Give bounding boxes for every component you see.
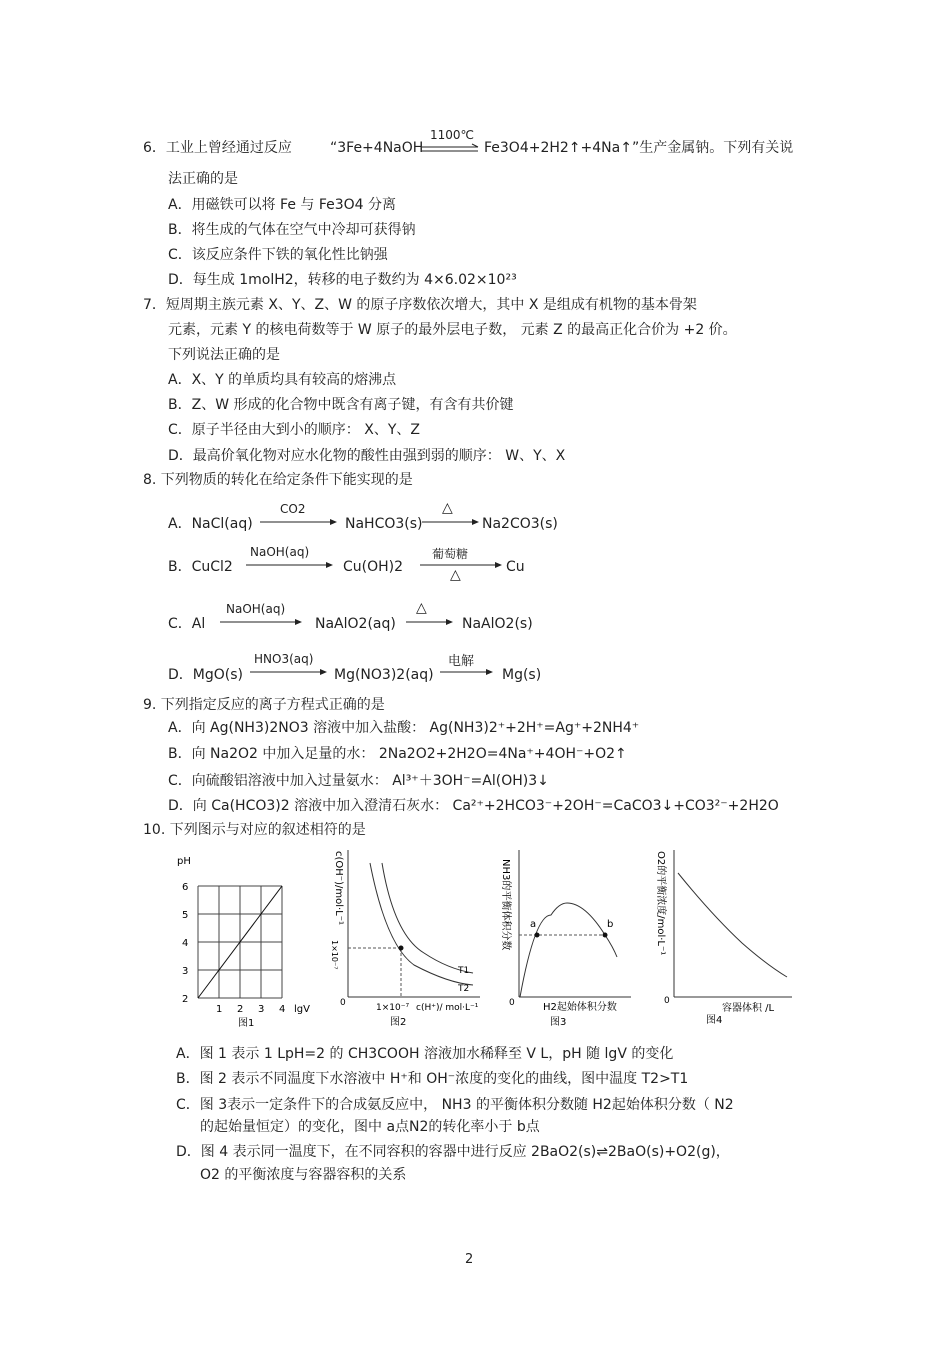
- fig4-ylabel: O2的平衡浓度/mol·L⁻¹: [655, 851, 666, 956]
- fig1-ylabel: pH: [177, 856, 191, 867]
- q8c-arrow2: [404, 602, 454, 632]
- q6-products: Fe3O4+2H2↑+4Na↑”生产金属钠。下列有关说: [484, 140, 794, 156]
- right-arrow-icon: [418, 545, 503, 585]
- fig2-origin: 0: [340, 998, 346, 1008]
- fig3-ylabel: NH3的平衡体积分数: [500, 859, 511, 951]
- q8c-mid: NaAlO2(aq): [315, 616, 396, 632]
- fig4-caption: 图4: [706, 1015, 723, 1026]
- fig2-caption: 图2: [390, 1017, 407, 1028]
- q8d-cond1: HNO3(aq): [254, 652, 314, 666]
- q8b-arrow2: [418, 545, 503, 585]
- right-arrow-icon: [244, 545, 334, 575]
- q10-option-a: A．图 1 表示 1 LpH=2 的 CH3COOH 溶液加水稀释至 V L，pH 随 lgV 的变化: [176, 1046, 674, 1062]
- q8a-mid: NaHCO3(s): [345, 516, 423, 532]
- fig3-point-a: a: [530, 919, 537, 930]
- fig4-origin: 0: [664, 996, 670, 1006]
- fig1-ytick: 5: [182, 910, 189, 921]
- q8c-cond2: △: [416, 600, 427, 616]
- q8-stem: 8. 下列物质的转化在给定条件下能实现的是: [143, 472, 413, 488]
- q9-stem: 9. 下列指定反应的离子方程式正确的是: [143, 697, 385, 713]
- q8d-start: D．MgO(s): [168, 667, 243, 683]
- q8d-mid: Mg(NO3)2(aq): [334, 667, 434, 683]
- q8b-cond2-heat: △: [450, 567, 461, 583]
- q8d-arrow1: [248, 652, 328, 682]
- q8b-arrow1: [244, 545, 334, 575]
- q9-option-a: A．向 Ag(NH3)2NO3 溶液中加入盐酸： Ag(NH3)2⁺+2H⁺=Ag⁺+2NH4⁺: [168, 720, 640, 736]
- fig3-origin: 0: [509, 998, 515, 1008]
- q7-option-b: B．Z、W 形成的化合物中既含有离子键，有含有共价键: [168, 397, 514, 413]
- fig4-xlabel: 容器体积 /L: [722, 1003, 775, 1014]
- q7-option-c: C．原子半径由大到小的顺序： X、Y、Z: [168, 422, 420, 438]
- fig1-caption: 图1: [238, 1018, 255, 1029]
- figure-4: [652, 845, 802, 1030]
- q6-reactants: “3Fe+4NaOH: [330, 140, 424, 156]
- page-number: 2: [465, 1252, 474, 1267]
- fig1-ytick: 3: [182, 966, 189, 977]
- q8b-mid: Cu(OH)2: [343, 559, 404, 575]
- q8b-cond1: NaOH(aq): [250, 545, 310, 559]
- q7-option-a: A．X、Y 的单质均具有较高的熔沸点: [168, 372, 397, 388]
- fig2-ylabel: c(OH⁻)/mol·L⁻¹: [333, 851, 344, 926]
- fig2-ytick: 1×10⁻⁷: [330, 940, 339, 970]
- fig2-xlabel: c(H⁺)/ mol·L⁻¹: [416, 1003, 479, 1013]
- q8c-arrow1: [218, 602, 303, 632]
- q6-option-c: C．该反应条件下铁的氧化性比钠强: [168, 247, 388, 263]
- q8d-cond2: 电解: [448, 654, 475, 669]
- fig1-ytick: 2: [182, 994, 189, 1005]
- right-arrow-icon: [420, 502, 480, 532]
- fig1-xtick: 4: [279, 1004, 286, 1015]
- q8a-end: Na2CO3(s): [482, 516, 558, 532]
- q8b-cond2: 葡萄糖: [432, 547, 469, 561]
- q8c-end: NaAlO2(s): [462, 616, 533, 632]
- q8b-end: Cu: [506, 559, 525, 575]
- q7-option-d: D．最高价氧化物对应水化物的酸性由强到弱的顺序： W、Y、X: [168, 448, 566, 464]
- q8a-arrow1: [258, 502, 338, 532]
- q8a-arrow2: [420, 502, 480, 532]
- q7-stem-line1: 7．短周期主族元素 X、Y、Z、W 的原子序数依次增大，其中 X 是组成有机物的基本骨架: [143, 297, 697, 313]
- q10-option-b: B．图 2 表示不同温度下水溶液中 H⁺和 OH⁻浓度的变化的曲线，图中温度 T2>T1: [176, 1071, 689, 1087]
- q6-option-a: A．用磁铁可以将 Fe 与 Fe3O4 分离: [168, 197, 397, 213]
- q8c-start: C．Al: [168, 616, 206, 632]
- q8d-arrow2: [438, 652, 494, 682]
- q6-option-b: B．将生成的气体在空气中冷却可获得钠: [168, 222, 416, 238]
- fig1-xtick: 1: [216, 1004, 223, 1015]
- figure-1: [170, 848, 320, 1033]
- q10-stem: 10. 下列图示与对应的叙述相符的是: [143, 822, 366, 838]
- q6-option-d: D．每生成 1molH2，转移的电子数约为 4×6.02×10²³: [168, 272, 517, 288]
- q7-stem-line2: 元素，元素 Y 的核电荷数等于 W 原子的最外层电子数， 元素 Z 的最高正化合价为 +2 价。: [168, 322, 737, 338]
- q9-option-c: C．向硫酸铝溶液中加入过量氨水： Al³⁺＋3OH⁻=Al(OH)3↓: [168, 773, 549, 789]
- figure-3: [495, 845, 645, 1035]
- right-arrow-icon: [248, 652, 328, 682]
- fig2-xtick: 1×10⁻⁷: [376, 1003, 410, 1013]
- q8d-end: Mg(s): [502, 667, 542, 683]
- fig1-xtick: 3: [258, 1004, 265, 1015]
- q9-option-d: D．向 Ca(HCO3)2 溶液中加入澄清石灰水： Ca²⁺+2HCO3⁻+2OH⁻=CaCO3↓+CO3²⁻+2H2O: [168, 798, 779, 814]
- q6-stem-part1: 6．工业上曾经通过反应: [143, 140, 292, 156]
- equilibrium-arrow-icon: [420, 128, 482, 158]
- q10-option-d-line2: O2 的平衡浓度与容器容积的关系: [200, 1167, 407, 1183]
- q9-option-b: B．向 Na2O2 中加入足量的水： 2Na2O2+2H2O=4Na⁺+4OH⁻+O2↑: [168, 746, 627, 762]
- q10-option-c-line2: 的起始量恒定）的变化，图中 a点N2的转化率小于 b点: [200, 1119, 540, 1135]
- q8a-start: A．NaCl(aq): [168, 516, 253, 532]
- fig3-caption: 图3: [550, 1017, 567, 1028]
- q10-option-d-line1: D．图 4 表示同一温度下，在不同容积的容器中进行反应 2BaO2(s)⇌2BaO(s)+O2(g)，: [176, 1144, 730, 1160]
- q6-condition: 1100℃: [430, 128, 475, 142]
- right-arrow-icon: [438, 652, 494, 682]
- right-arrow-icon: [258, 502, 338, 532]
- fig1-ytick: 6: [182, 882, 189, 893]
- q6-reaction-arrow: [420, 128, 482, 158]
- right-arrow-icon: [404, 602, 454, 632]
- q8a-cond2: △: [442, 500, 453, 516]
- right-arrow-icon: [218, 602, 303, 632]
- figure-2: [318, 845, 488, 1035]
- fig3-point-b: b: [607, 919, 614, 930]
- fig2-t2-label: T2: [458, 984, 470, 994]
- fig2-t1-label: T1: [458, 966, 470, 976]
- fig1-xtick: 2: [237, 1004, 244, 1015]
- fig3-xlabel: H2起始体积分数: [543, 1002, 617, 1013]
- fig1-ytick: 4: [182, 938, 189, 949]
- q8b-start: B．CuCl2: [168, 559, 233, 575]
- q6-stem-part2: 法正确的是: [168, 171, 238, 187]
- fig1-xlabel: lgV: [294, 1004, 310, 1015]
- q8c-cond1: NaOH(aq): [226, 602, 286, 616]
- q8a-cond1: CO2: [280, 502, 306, 516]
- q10-option-c-line1: C．图 3表示一定条件下的合成氨反应中， NH3 的平衡体积分数随 H2起始体积分数（ N2: [176, 1097, 734, 1113]
- q7-stem-line3: 下列说法正确的是: [168, 347, 280, 363]
